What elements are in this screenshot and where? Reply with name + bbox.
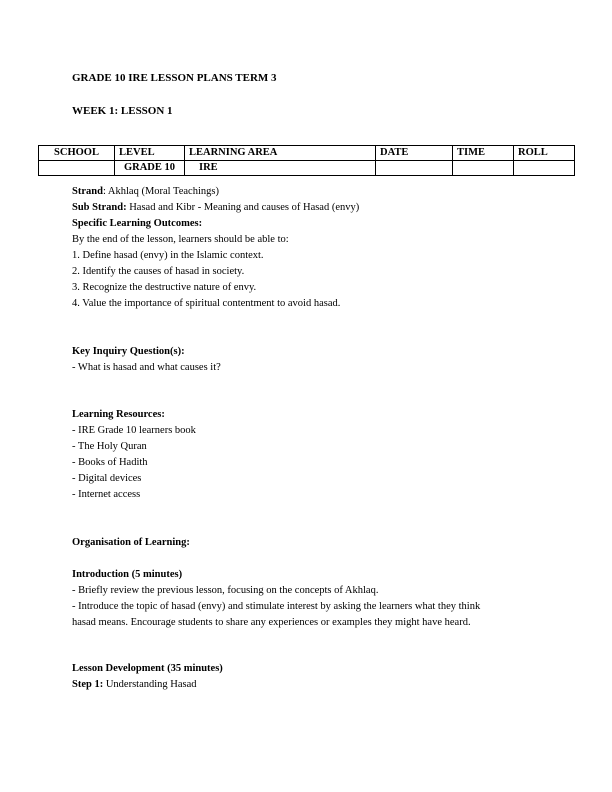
sub-strand-line [72, 200, 359, 216]
kiq-heading: Key Inquiry Question(s): [72, 346, 185, 357]
table-header-row [39, 146, 575, 161]
sub-strand-value: Hasad and Kibr - Meaning and causes of Hasad (envy) [126, 202, 360, 213]
strand-sep: : [102, 186, 108, 197]
cell-roll [514, 161, 575, 176]
list-item: - Digital devices [72, 473, 142, 484]
strand-value: Akhlaq (Moral Teachings) [107, 186, 219, 197]
intro-line: - Introduce the topic of hasad (envy) and stimulate interest by asking the learners what they think [72, 601, 481, 612]
cell-date [376, 161, 453, 176]
slo-intro: By the end of the lesson, learners should be able to: [72, 234, 289, 245]
cell-school [39, 161, 115, 176]
strand-line [72, 184, 219, 200]
resources-heading: Learning Resources: [72, 409, 165, 420]
cell-time [453, 161, 514, 176]
list-item: - IRE Grade 10 learners book [72, 425, 196, 436]
table-row [39, 161, 575, 176]
step-label: Step 1: [72, 679, 104, 690]
intro-line: hasad means. Encourage students to share any experiences or examples they might have heard. [72, 617, 471, 628]
list-item: 2. Identify the causes of hasad in society. [72, 266, 245, 277]
organisation-heading: Organisation of Learning: [72, 537, 190, 548]
step-text: Understanding Hasad [103, 679, 197, 690]
lesson-info-table [38, 145, 575, 176]
strand-label: Strand [72, 186, 103, 197]
sub-strand-label: Sub Strand: [72, 202, 127, 213]
cell-learning-area: IRE [185, 161, 376, 176]
step-line [72, 677, 197, 693]
list-item: - What is hasad and what causes it? [72, 362, 221, 373]
week-lesson-heading: WEEK 1: LESSON 1 [72, 105, 173, 117]
header-learning-area: LEARNING AREA [185, 146, 376, 161]
header-date: DATE [376, 146, 453, 161]
cell-level: GRADE 10 [115, 161, 185, 176]
header-time: TIME [453, 146, 514, 161]
header-level: LEVEL [115, 146, 185, 161]
list-item: - Internet access [72, 489, 141, 500]
header-roll: ROLL [514, 146, 575, 161]
document-title: GRADE 10 IRE LESSON PLANS TERM 3 [72, 72, 277, 84]
intro-line: - Briefly review the previous lesson, focusing on the concepts of Akhlaq. [72, 585, 379, 596]
slo-heading: Specific Learning Outcomes: [72, 218, 203, 229]
list-item: - The Holy Quran [72, 441, 147, 452]
header-school: SCHOOL [39, 146, 115, 161]
introduction-heading: Introduction (5 minutes) [72, 569, 183, 580]
development-heading: Lesson Development (35 minutes) [72, 663, 223, 674]
list-item: 4. Value the importance of spiritual contentment to avoid hasad. [72, 298, 341, 309]
list-item: - Books of Hadith [72, 457, 148, 468]
list-item: 3. Recognize the destructive nature of envy. [72, 282, 257, 293]
list-item: 1. Define hasad (envy) in the Islamic context. [72, 250, 264, 261]
